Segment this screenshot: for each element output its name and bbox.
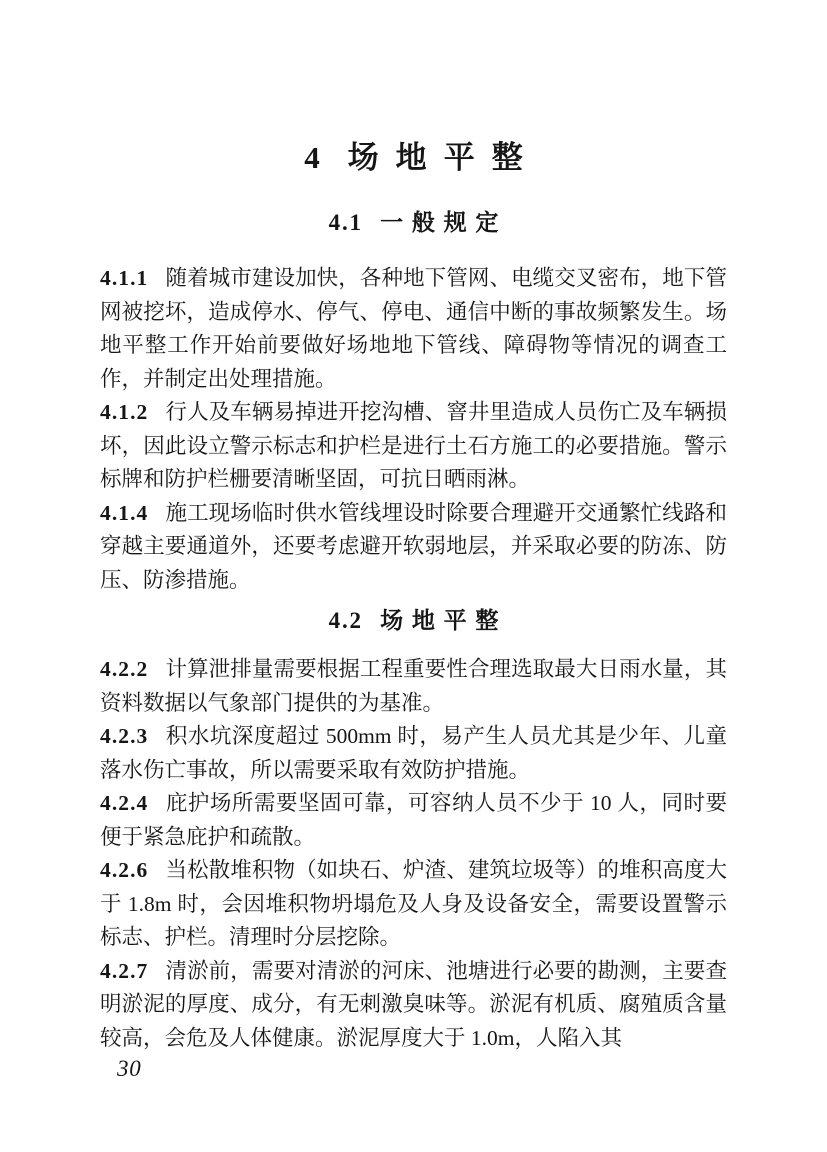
section-title: 场地平整 (380, 608, 508, 633)
page-body (100, 140, 727, 1055)
clause-number: 4.1.1 (100, 266, 149, 290)
clause-text: 当松散堆积物（如块石、炉渣、建筑垃圾等）的堆积高度大于 1.8m 时，会因堆积物坍塌危及人身及设备安全，需要设置警示标志、护栏。清理时分层挖除。 (100, 858, 727, 949)
clause-4-1-1 (100, 262, 727, 396)
clause-number: 4.2.6 (100, 858, 149, 882)
clause-4-2-2 (100, 653, 727, 720)
chapter-heading (100, 140, 727, 176)
chapter-title: 场地平整 (347, 140, 540, 175)
clause-text: 庇护场所需要坚固可靠，可容纳人员不少于 10 人，同时要便于紧急庇护和疏散。 (100, 791, 727, 849)
clause-4-1-4 (100, 497, 727, 598)
clause-4-2-7 (100, 955, 727, 1056)
section-number: 4.2 (328, 608, 363, 633)
section-heading-4-2 (100, 607, 727, 635)
clause-4-1-2 (100, 396, 727, 497)
chapter-number: 4 (304, 140, 322, 175)
clause-number: 4.2.2 (100, 657, 149, 681)
section-number: 4.1 (328, 210, 363, 235)
clause-text: 行人及车辆易掉进开挖沟槽、窨井里造成人员伤亡及车辆损坏，因此设立警示标志和护栏是进行土石方施工的必要措施。警示标牌和防护栏栅要清晰坚固，可抗日晒雨淋。 (100, 400, 727, 491)
clause-4-2-3 (100, 720, 727, 787)
clause-text: 计算泄排量需要根据工程重要性合理选取最大日雨水量，其资料数据以气象部门提供的为基准。 (100, 657, 727, 715)
clause-text: 随着城市建设加快，各种地下管网、电缆交叉密布，地下管网被挖坏，造成停水、停气、停电、通信中断的事故频繁发生。场地平整工作开始前要做好场地地下管线、障碍物等情况的调查工作，并制定出处理措施。 (100, 266, 727, 391)
clause-4-2-6 (100, 854, 727, 955)
clause-text: 施工现场临时供水管线埋设时除要合理避开交通繁忙线路和穿越主要通道外，还要考虑避开软弱地层，并采取必要的防冻、防压、防渗措施。 (100, 500, 727, 592)
clause-number: 4.2.7 (100, 958, 149, 983)
section-heading-4-1 (100, 209, 727, 237)
clause-number: 4.1.4 (100, 500, 149, 525)
clause-4-2-4 (100, 787, 727, 854)
clause-text: 积水坑深度超过 500mm 时，易产生人员尤其是少年、儿童落水伤亡事故，所以需要采取有效防护措施。 (100, 724, 727, 782)
section-title: 一般规定 (380, 210, 508, 235)
clause-number: 4.2.3 (100, 724, 149, 748)
page-number: 30 (117, 1056, 142, 1081)
clause-number: 4.1.2 (100, 400, 149, 424)
clause-number: 4.2.4 (100, 791, 149, 815)
clause-text: 清淤前，需要对清淤的河床、池塘进行必要的勘测，主要查明淤泥的厚度、成分，有无刺激臭味等。淤泥有机质、腐殖质含量较高，会危及人体健康。淤泥厚度大于 1.0m，人陷入其 (100, 958, 727, 1050)
